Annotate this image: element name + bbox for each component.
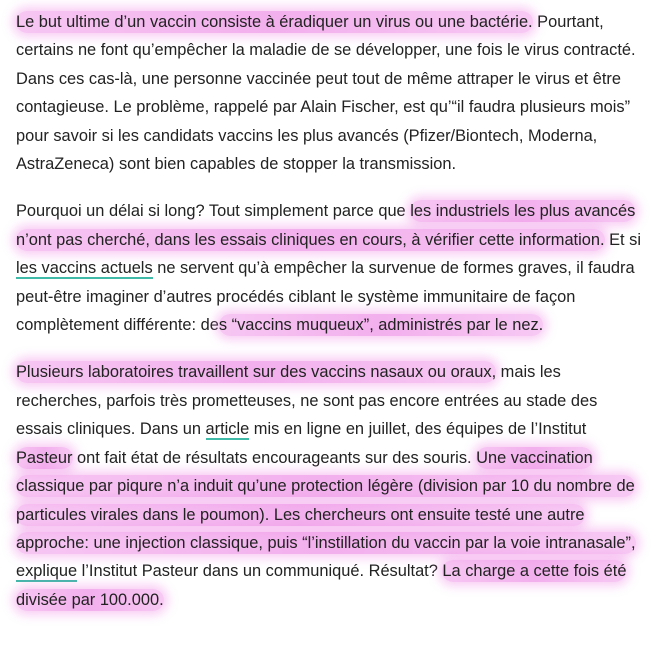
link-vaccins-actuels[interactable]: les vaccins actuels: [16, 259, 153, 278]
highlight: Pasteur: [16, 448, 73, 467]
paragraph-text: ont fait état de résultats encourageants sur des souris.: [72, 448, 477, 467]
link-explique[interactable]: explique: [16, 562, 78, 581]
highlight: Plusieurs laboratoires travaillent sur des vaccins nasaux ou oraux,: [16, 363, 497, 382]
highlight: les industriels les plus avancés n’ont pas cherché, dans les essais cliniques en cours, à vérifier cette information.: [16, 202, 636, 249]
paragraph-1: [16, 8, 647, 178]
highlight: Le but ultime d’un vaccin consiste à éradiquer un virus ou une bactérie.: [16, 13, 533, 31]
highlight: La charge a cette fois été divisée par 100.000.: [16, 562, 627, 609]
paragraph-text: Pourtant, certains ne font qu’empêcher la maladie de se développer, une fois le virus contracté. Dans ces cas-là, une personne vaccinée peut tout de même attraper le virus et être contagieuse. Le problème, rappelé par Alain Fischer, est qu’“il faudra plusieurs mois” pour savoir si les candidats vaccins les plus avancés (Pfizer/Biontech, Moderna, AstraZeneca) sont bien capables de stopper la transmission.: [16, 13, 636, 174]
paragraph-text: Et si: [604, 230, 641, 249]
highlight: Une vaccination classique par piqure n’a induit qu’une protection légère (division par 10 du nombre de particules virales dans le poumon). Les chercheurs ont ensuite testé une autre approche: une injection classique, puis “l’instillation du vaccin par la voie intranasale”,: [16, 448, 636, 552]
paragraph-text: ne servent qu’à empêcher la survenue de formes graves, il faudra peut-être imaginer d’autres procédés ciblant le système immunitaire de façon complètement différente: de: [16, 259, 635, 335]
paragraph-text: mis en ligne en juillet, des équipes de l’Institut: [249, 420, 587, 439]
paragraph-text: l’Institut Pasteur dans un communiqué. Résultat?: [77, 562, 443, 581]
paragraph-2: [16, 197, 647, 339]
paragraph-3: [16, 358, 647, 614]
highlight: s “vaccins muqueux”, administrés par le nez.: [218, 316, 544, 335]
paragraph-text: mais les recherches, parfois très prometteuses, ne sont pas encore entrées au stade des essais cliniques. Dans un: [16, 363, 598, 439]
link-article[interactable]: article: [205, 420, 250, 439]
paragraph-text: Pourquoi un délai si long? Tout simplement parce que: [16, 202, 411, 221]
